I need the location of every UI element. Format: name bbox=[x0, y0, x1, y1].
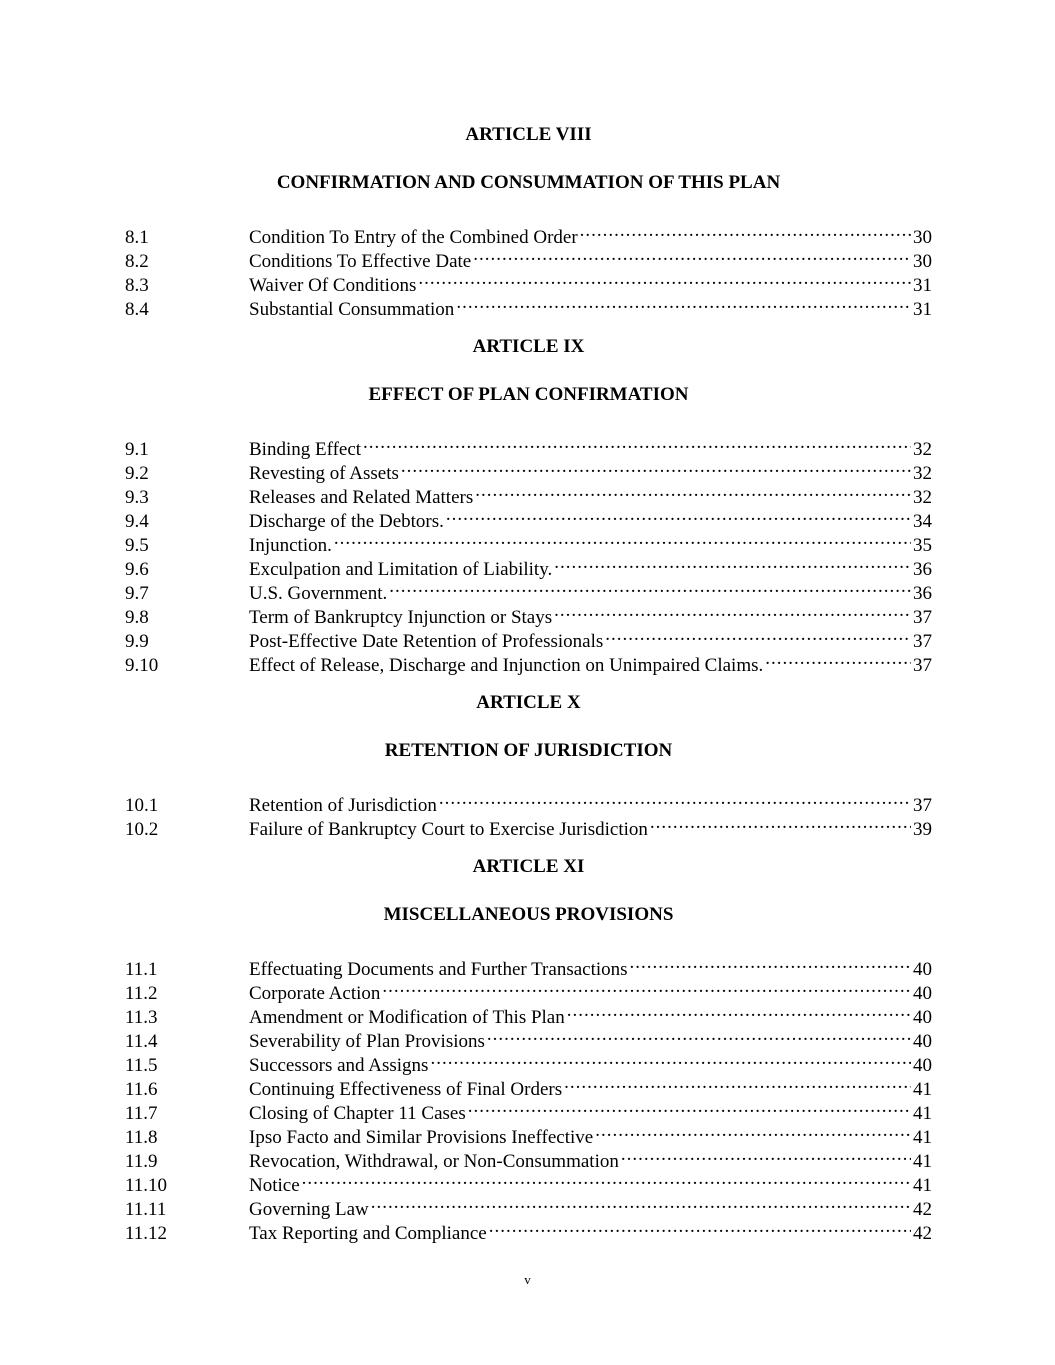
toc-entry-title: Waiver Of Conditions bbox=[249, 275, 417, 296]
toc-entry-title: Amendment or Modification of This Plan bbox=[249, 1007, 565, 1028]
dot-leader bbox=[567, 999, 911, 1023]
dot-leader bbox=[487, 1023, 911, 1047]
toc-entry-title: Injunction. bbox=[249, 535, 332, 556]
toc-entry-page-number: 41 bbox=[913, 1151, 932, 1172]
article-title-heading: EFFECT OF PLAN CONFIRMATION bbox=[368, 384, 689, 405]
article-title-heading: RETENTION OF JURISDICTION bbox=[384, 740, 673, 761]
dot-leader bbox=[650, 811, 911, 835]
article-title-heading: CONFIRMATION AND CONSUMMATION OF THIS PLAN bbox=[276, 172, 781, 193]
dot-leader bbox=[430, 1047, 911, 1071]
toc-entry-title: Effect of Release, Discharge and Injunction on Unimpaired Claims. bbox=[249, 655, 764, 676]
article-number-heading: ARTICLE X bbox=[476, 692, 581, 713]
toc-entry-page-number: 37 bbox=[913, 631, 932, 652]
toc-entry-page-number: 42 bbox=[913, 1199, 932, 1220]
dot-leader bbox=[630, 951, 911, 975]
toc-entry-title: Condition To Entry of the Combined Order bbox=[249, 227, 578, 248]
toc-entry-number: 9.4 bbox=[125, 511, 149, 532]
toc-entry-title: Notice bbox=[249, 1175, 300, 1196]
toc-entry-number: 8.2 bbox=[125, 251, 149, 272]
dot-leader bbox=[446, 503, 911, 527]
toc-entry-title: Revocation, Withdrawal, or Non-Consummation bbox=[249, 1151, 619, 1172]
dot-leader bbox=[554, 551, 911, 575]
toc-entry-page-number: 37 bbox=[913, 795, 932, 816]
toc-entry-title: Corporate Action bbox=[249, 983, 381, 1004]
toc-entry-number: 9.7 bbox=[125, 583, 149, 604]
dot-leader bbox=[401, 455, 911, 479]
toc-entry-number: 11.1 bbox=[125, 959, 158, 980]
toc-section bbox=[125, 335, 932, 676]
toc-entry-title: Ipso Facto and Similar Provisions Ineffective bbox=[249, 1127, 594, 1148]
toc-entry-page-number: 41 bbox=[913, 1079, 932, 1100]
toc-entry-page-number: 35 bbox=[913, 535, 932, 556]
dot-leader bbox=[605, 623, 911, 647]
toc-entry-title: Binding Effect bbox=[249, 439, 362, 460]
dot-leader bbox=[580, 219, 911, 243]
toc-entry-page-number: 40 bbox=[913, 983, 932, 1004]
toc-entry-page-number: 31 bbox=[913, 299, 932, 320]
dot-leader bbox=[473, 243, 911, 267]
toc-entry-number: 11.11 bbox=[125, 1199, 167, 1220]
toc-entry-number: 9.1 bbox=[125, 439, 149, 460]
dot-leader bbox=[468, 1095, 911, 1119]
page-footer-number: v bbox=[524, 1272, 531, 1287]
toc-entry-number: 11.9 bbox=[125, 1151, 158, 1172]
toc-entry-page-number: 41 bbox=[913, 1103, 932, 1124]
toc-entry-page-number: 39 bbox=[913, 819, 932, 840]
toc-entry-title: Successors and Assigns bbox=[249, 1055, 429, 1076]
dot-leader bbox=[564, 1071, 911, 1095]
dot-leader bbox=[489, 1215, 911, 1239]
toc-entry[interactable] bbox=[125, 431, 932, 460]
dot-leader bbox=[363, 431, 911, 455]
toc-section bbox=[125, 855, 932, 1244]
toc-entry-title: Severability of Plan Provisions bbox=[249, 1031, 485, 1052]
dot-leader bbox=[371, 1191, 911, 1215]
toc-entry-number: 10.1 bbox=[125, 795, 159, 816]
toc-entry-title: Retention of Jurisdiction bbox=[249, 795, 437, 816]
toc-section bbox=[125, 691, 932, 840]
toc-entry[interactable] bbox=[125, 787, 932, 816]
toc-entry-title: Exculpation and Limitation of Liability. bbox=[249, 559, 553, 580]
toc-entry-page-number: 31 bbox=[913, 275, 932, 296]
toc-entry-title: Closing of Chapter 11 Cases bbox=[249, 1103, 466, 1124]
toc-entry-number: 11.7 bbox=[125, 1103, 158, 1124]
toc-entry-page-number: 37 bbox=[913, 655, 932, 676]
toc-entry-page-number: 36 bbox=[913, 559, 932, 580]
toc-entry-title: Revesting of Assets bbox=[249, 463, 399, 484]
toc-entry-list bbox=[125, 951, 932, 1244]
toc-entry-number: 10.2 bbox=[125, 819, 159, 840]
toc-entry-page-number: 41 bbox=[913, 1127, 932, 1148]
toc-entry-page-number: 36 bbox=[913, 583, 932, 604]
toc-entry-page-number: 40 bbox=[913, 1007, 932, 1028]
toc-entry-number: 8.3 bbox=[125, 275, 149, 296]
toc-entry-page-number: 30 bbox=[913, 251, 932, 272]
toc-entry-number: 9.6 bbox=[125, 559, 149, 580]
toc-entry-page-number: 32 bbox=[913, 487, 932, 508]
toc-entry-title: Conditions To Effective Date bbox=[249, 251, 472, 272]
toc-entry-page-number: 30 bbox=[913, 227, 932, 248]
article-number-heading: ARTICLE IX bbox=[472, 336, 585, 357]
toc-entry-number: 11.12 bbox=[125, 1223, 168, 1244]
toc-entry[interactable] bbox=[125, 219, 932, 248]
toc-entry-number: 8.1 bbox=[125, 227, 149, 248]
toc-entry-number: 9.3 bbox=[125, 487, 149, 508]
dot-leader bbox=[456, 291, 911, 315]
toc-entry-title: Failure of Bankruptcy Court to Exercise Jurisdiction bbox=[249, 819, 648, 840]
toc-entry-number: 11.4 bbox=[125, 1031, 158, 1052]
toc-entry-number: 11.2 bbox=[125, 983, 158, 1004]
dot-leader bbox=[475, 479, 911, 503]
article-number-heading: ARTICLE XI bbox=[472, 856, 585, 877]
toc-section bbox=[125, 123, 932, 320]
dot-leader bbox=[765, 647, 911, 671]
toc-entry-number: 11.3 bbox=[125, 1007, 158, 1028]
toc-entry-title: U.S. Government. bbox=[249, 583, 388, 604]
toc-entry-page-number: 40 bbox=[913, 1031, 932, 1052]
dot-leader bbox=[418, 267, 911, 291]
dot-leader bbox=[302, 1167, 911, 1191]
toc-entry-number: 9.9 bbox=[125, 631, 149, 652]
article-title-heading: MISCELLANEOUS PROVISIONS bbox=[383, 904, 674, 925]
toc-entry-number: 9.8 bbox=[125, 607, 149, 628]
dot-leader bbox=[439, 787, 911, 811]
toc-entry[interactable] bbox=[125, 951, 932, 980]
toc-entry-list bbox=[125, 219, 932, 320]
toc-entry-number: 11.10 bbox=[125, 1175, 168, 1196]
toc-entry-title: Governing Law bbox=[249, 1199, 369, 1220]
toc-entry-page-number: 32 bbox=[913, 439, 932, 460]
table-of-contents bbox=[125, 123, 932, 1259]
toc-entry-title: Continuing Effectiveness of Final Orders bbox=[249, 1079, 563, 1100]
toc-entry-page-number: 40 bbox=[913, 959, 932, 980]
toc-entry-title: Releases and Related Matters bbox=[249, 487, 474, 508]
dot-leader bbox=[389, 575, 911, 599]
toc-entry-page-number: 40 bbox=[913, 1055, 932, 1076]
toc-entry-title: Discharge of the Debtors. bbox=[249, 511, 444, 532]
toc-entry-number: 11.5 bbox=[125, 1055, 158, 1076]
dot-leader bbox=[334, 527, 911, 551]
toc-entry-page-number: 41 bbox=[913, 1175, 932, 1196]
toc-entry-number: 11.6 bbox=[125, 1079, 158, 1100]
toc-entry-page-number: 32 bbox=[913, 463, 932, 484]
toc-entry-title: Substantial Consummation bbox=[249, 299, 455, 320]
toc-entry-page-number: 34 bbox=[913, 511, 932, 532]
article-number-heading: ARTICLE VIII bbox=[465, 124, 592, 145]
toc-entry-number: 9.5 bbox=[125, 535, 149, 556]
toc-entry-page-number: 37 bbox=[913, 607, 932, 628]
toc-entry-number: 8.4 bbox=[125, 299, 149, 320]
toc-entry-number: 9.10 bbox=[125, 655, 159, 676]
dot-leader bbox=[621, 1143, 911, 1167]
toc-entry-page-number: 42 bbox=[913, 1223, 932, 1244]
dot-leader bbox=[554, 599, 911, 623]
toc-entry-list bbox=[125, 431, 932, 676]
toc-entry-title: Post-Effective Date Retention of Professionals bbox=[249, 631, 604, 652]
dot-leader bbox=[595, 1119, 911, 1143]
toc-entry-title: Tax Reporting and Compliance bbox=[249, 1223, 487, 1244]
toc-entry-number: 11.8 bbox=[125, 1127, 158, 1148]
toc-entry-title: Term of Bankruptcy Injunction or Stays bbox=[249, 607, 553, 628]
toc-entry-title: Effectuating Documents and Further Transactions bbox=[249, 959, 628, 980]
toc-entry-number: 9.2 bbox=[125, 463, 149, 484]
toc-entry-list bbox=[125, 787, 932, 840]
dot-leader bbox=[382, 975, 911, 999]
